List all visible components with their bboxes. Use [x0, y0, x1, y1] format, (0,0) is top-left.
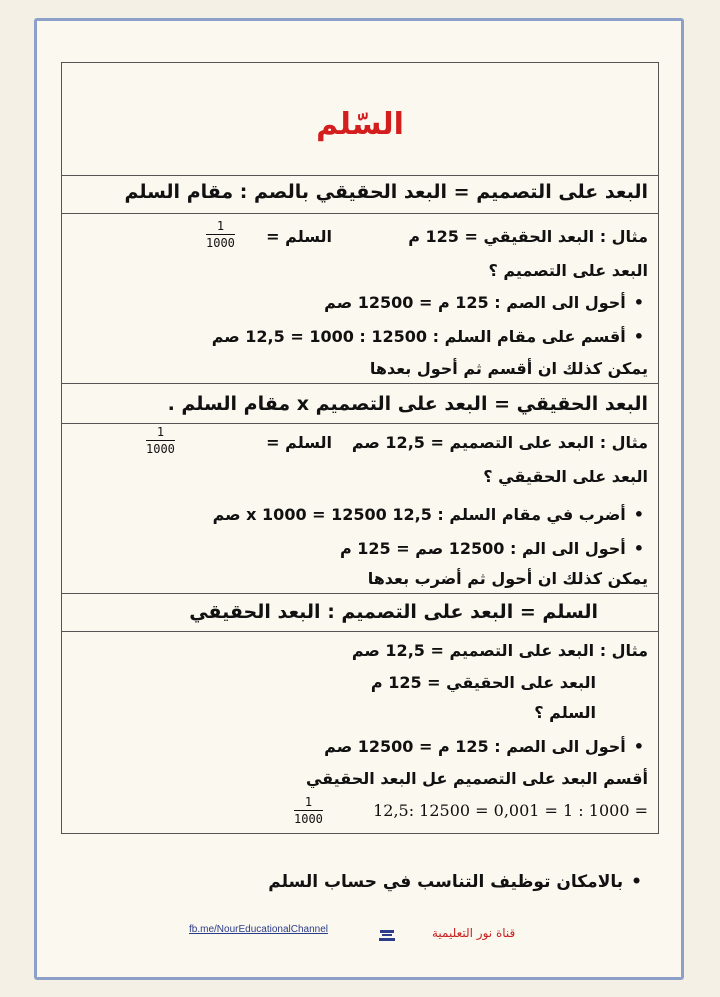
channel-name: قناة نور التعليمية	[432, 926, 516, 940]
example-2: مثال : البعد على التصميم = 12,5 صم	[351, 433, 648, 452]
question-2: البعد على الحقيقي ؟	[483, 467, 648, 486]
content-box	[61, 62, 659, 834]
question-3: السلم ؟	[534, 703, 596, 722]
channel-logo-icon	[376, 924, 398, 946]
example-3: مثال : البعد على التصميم = 12,5 صم	[351, 641, 648, 660]
divider	[62, 213, 658, 214]
rule-2: البعد الحقيقي = البعد على التصميم x مقام السلم .	[167, 393, 648, 415]
divider	[62, 423, 658, 424]
scale-label-2: السلم =	[266, 433, 332, 452]
fraction-3: 1 1000	[294, 795, 323, 826]
step-2-2: • أحول الى الم : 12500 صم = 125 م	[340, 539, 644, 558]
facebook-link[interactable]: fb.me/NourEducationalChannel	[189, 924, 328, 935]
divider	[62, 631, 658, 632]
note-1: يمكن كذلك ان أقسم ثم أحول بعدها	[369, 359, 648, 378]
given-3: البعد على الحقيقي = 125 م	[370, 673, 596, 692]
step-2-1: • أضرب في مقام السلم : 12,5 x 1000 = 12500 صم	[213, 505, 644, 524]
fraction-1: 1 1000	[206, 219, 235, 250]
divider	[62, 383, 658, 384]
question-1: البعد على التصميم ؟	[488, 261, 648, 280]
note-2: يمكن كذلك ان أحول ثم أضرب بعدها	[367, 569, 648, 588]
divider	[62, 593, 658, 594]
footer-bullet: • بالامكان توظيف التناسب في حساب السلم	[268, 872, 642, 892]
page-title: السّلم	[316, 107, 404, 142]
rule-3: السلم = البعد على التصميم : البعد الحقيقي	[189, 601, 598, 623]
divider	[62, 175, 658, 176]
result-3: 12,5: 12500 = 0,001 = 1 : 1000 =	[373, 801, 648, 820]
step-3-1: • أحول الى الصم : 125 م = 12500 صم	[324, 737, 644, 756]
example-1: مثال : البعد الحقيقي = 125 م	[408, 227, 648, 246]
rule-1: البعد على التصميم = البعد الحقيقي بالصم : مقام السلم	[124, 181, 648, 203]
fraction-2: 1 1000	[146, 425, 175, 456]
scale-label-1: السلم =	[266, 227, 332, 246]
note-3: أقسم البعد على التصميم عل البعد الحقيقي	[305, 769, 648, 788]
step-1-2: • أقسم على مقام السلم : 12500 : 1000 = 12,5 صم	[212, 327, 644, 346]
step-1-1: • أحول الى الصم : 125 م = 12500 صم	[324, 293, 644, 312]
